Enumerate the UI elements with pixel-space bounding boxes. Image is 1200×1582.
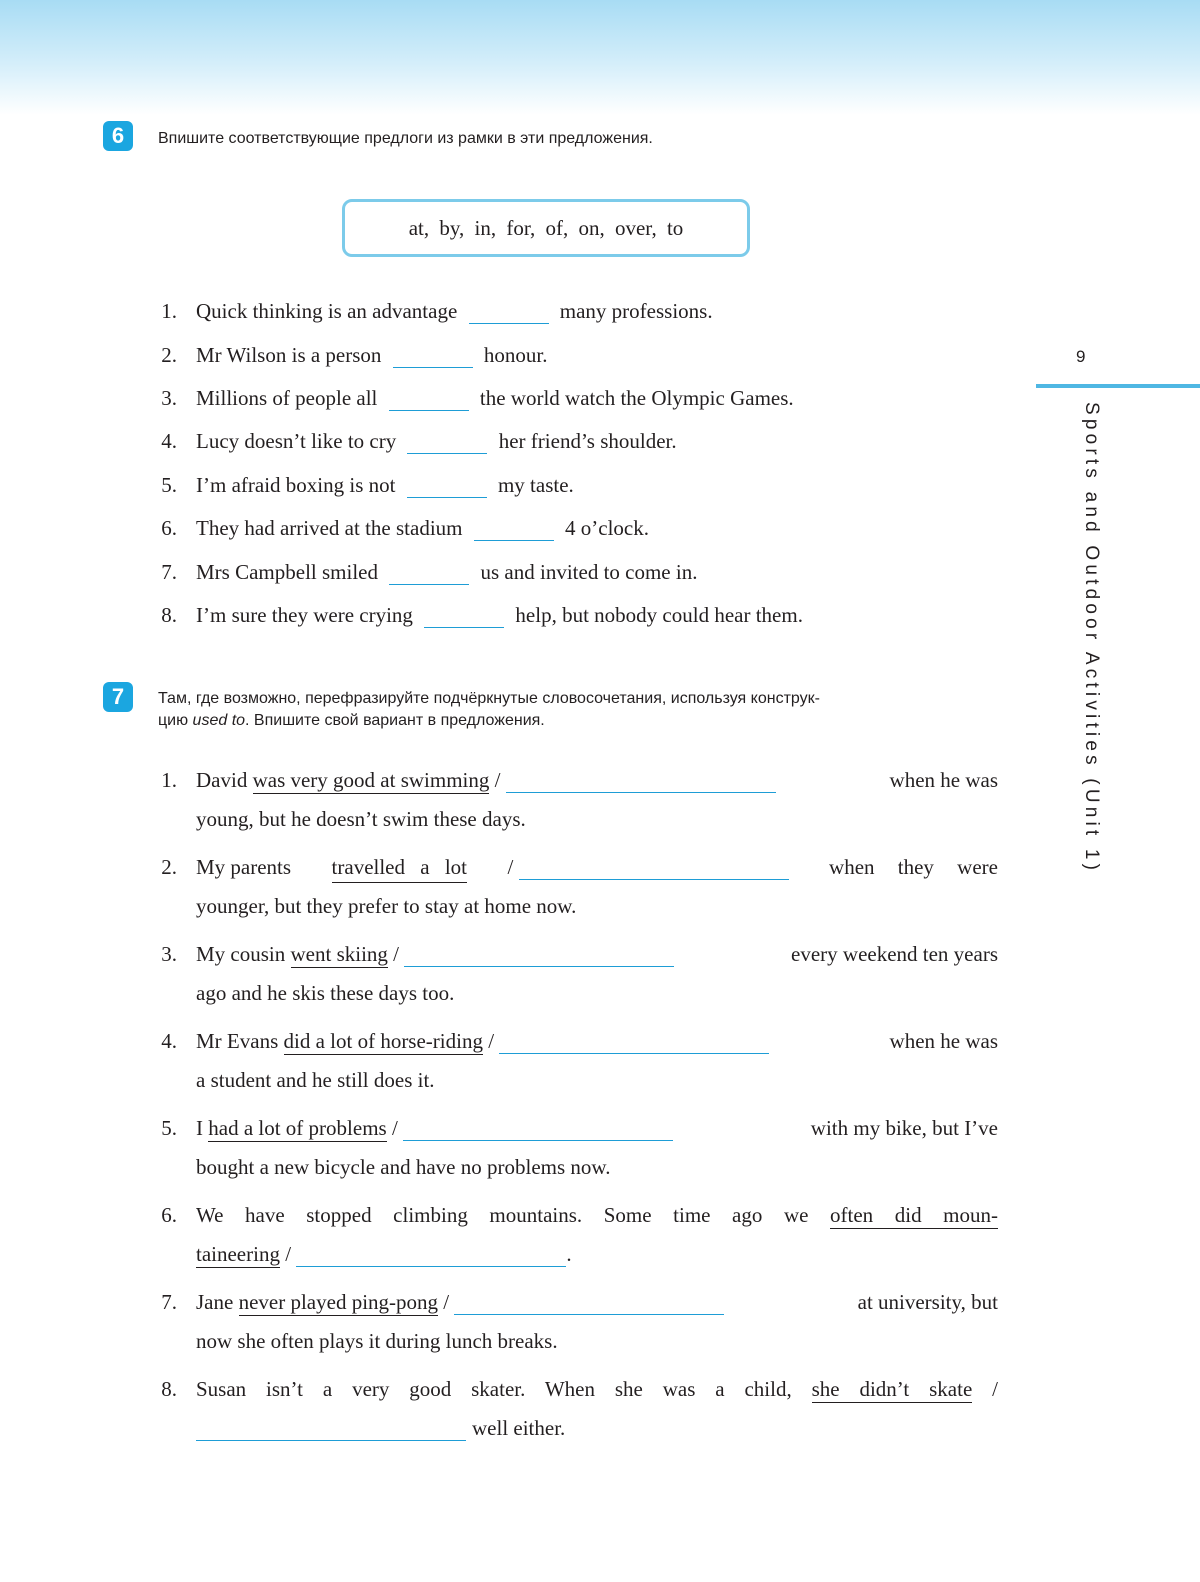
list-item: My cousin went skiing / every weekend ten years: [196, 942, 998, 966]
list-item: [196, 427, 677, 455]
instruction-line: Там, где возможно, перефразируйте подчёркнутые словосочетания, используя конструк-: [158, 690, 820, 707]
preposition-word-box: at, by, in, for, of, on, over, to: [342, 199, 750, 257]
item-number: 6.: [161, 516, 177, 540]
underlined-phrase: never played ping-pong: [238, 1290, 439, 1314]
header-band: [0, 0, 1200, 115]
underlined-phrase: taineering: [196, 1242, 280, 1266]
sentence-end: 4 o’clock.: [565, 516, 649, 540]
item-number: 5.: [161, 1116, 177, 1140]
answer-blank[interactable]: [469, 322, 549, 324]
sentence-end: my taste.: [497, 473, 574, 497]
underlined-phrase: travelled a lot: [332, 853, 467, 883]
sentence-start: They had arrived at the stadium: [196, 516, 463, 540]
exercise-7-instruction: [158, 688, 998, 732]
sentence-continuation: bought a new bicycle and have no problems now.: [196, 1155, 611, 1179]
item-number: 4.: [161, 429, 177, 453]
underlined-phrase: often did moun-: [830, 1203, 999, 1227]
answer-blank[interactable]: [499, 1052, 769, 1054]
list-item: Susan isn’t a very good skater. When she was a child, she didn’t skate /: [196, 1377, 998, 1401]
sentence-start: Millions of people all: [196, 386, 378, 410]
sentence-end: her friend’s shoulder.: [498, 429, 677, 453]
list-item: [196, 471, 574, 499]
item-number: 7.: [161, 560, 177, 584]
answer-blank[interactable]: [403, 1139, 673, 1141]
sentence-continuation: younger, but they prefer to stay at home now.: [196, 894, 577, 918]
sentence-start: Mr Wilson is a person: [196, 343, 382, 367]
exercise-6-number: 6: [103, 121, 133, 151]
list-item: My parents travelled a lot / when they were: [196, 853, 998, 883]
sentence-end: many professions.: [559, 299, 713, 323]
sentence-start: I’m afraid boxing is not: [196, 473, 396, 497]
sentence-end: honour.: [483, 343, 548, 367]
item-number: 7.: [161, 1290, 177, 1314]
sentence-start: I’m sure they were crying: [196, 603, 413, 627]
underlined-phrase: did a lot of horse-riding: [283, 1029, 483, 1053]
sentence-start: Quick thinking is an advantage: [196, 299, 458, 323]
sentence-start: Mrs Campbell smiled: [196, 560, 378, 584]
answer-blank[interactable]: [519, 878, 789, 880]
sentence-end: help, but nobody could hear them.: [515, 603, 803, 627]
sentence-end: us and invited to come in.: [480, 560, 698, 584]
sentence-start: Lucy doesn’t like to cry: [196, 429, 397, 453]
underlined-phrase: had a lot of problems: [208, 1116, 387, 1140]
item-number: 8.: [161, 1377, 177, 1401]
sentence-continuation: now she often plays it during lunch breaks.: [196, 1329, 558, 1353]
list-item: Mr Evans did a lot of horse-riding / when he was: [196, 1029, 998, 1053]
item-number: 1.: [161, 299, 177, 323]
sentence-continuation: a student and he still does it.: [196, 1068, 435, 1092]
answer-blank[interactable]: [196, 1439, 466, 1441]
item-number: 5.: [161, 473, 177, 497]
list-item: [196, 514, 649, 542]
answer-blank[interactable]: [474, 539, 554, 541]
underlined-phrase: was very good at swimming: [252, 768, 490, 792]
list-item: I had a lot of problems / with my bike, but I’ve: [196, 1116, 998, 1140]
item-number: 2.: [161, 343, 177, 367]
list-item: [196, 601, 803, 629]
list-item: [196, 558, 697, 586]
page-number: 9: [1076, 347, 1086, 366]
item-number: 4.: [161, 1029, 177, 1053]
list-item: [196, 384, 794, 412]
unit-title-vertical: Sports and Outdoor Activities (Unit 1): [1081, 402, 1102, 875]
item-number: 1.: [161, 768, 177, 792]
answer-blank[interactable]: [296, 1265, 566, 1267]
item-number: 3.: [161, 386, 177, 410]
sentence-end: the world watch the Olympic Games.: [479, 386, 794, 410]
item-number: 3.: [161, 942, 177, 966]
exercise-6-instruction: Впишите соответствующие предлоги из рамки в эти предложения.: [158, 130, 653, 147]
answer-blank[interactable]: [407, 452, 487, 454]
item-number: 2.: [161, 855, 177, 879]
list-item: Jane never played ping-pong / at university, but: [196, 1290, 998, 1314]
answer-blank[interactable]: [424, 626, 504, 628]
answer-blank[interactable]: [389, 409, 469, 411]
sentence-continuation: young, but he doesn’t swim these days.: [196, 807, 526, 831]
answer-blank[interactable]: [454, 1313, 724, 1315]
answer-blank[interactable]: [506, 791, 776, 793]
sentence-continuation: taineering / .: [196, 1242, 572, 1266]
answer-blank[interactable]: [407, 496, 487, 498]
exercise-7-number: 7: [103, 682, 133, 712]
item-number: 6.: [161, 1203, 177, 1227]
answer-blank[interactable]: [393, 366, 473, 368]
item-number: 8.: [161, 603, 177, 627]
side-divider: [1036, 384, 1200, 388]
instruction-line: цию used to. Впишите свой вариант в предложения.: [158, 712, 545, 729]
underlined-phrase: she didn’t skate: [811, 1377, 973, 1401]
sentence-continuation: ago and he skis these days too.: [196, 981, 455, 1005]
answer-blank[interactable]: [389, 583, 469, 585]
list-item: David was very good at swimming / when he was: [196, 768, 998, 792]
answer-blank[interactable]: [404, 965, 674, 967]
list-item: [196, 341, 548, 369]
sentence-continuation: well either.: [196, 1414, 565, 1442]
underlined-phrase: went skiing: [290, 942, 388, 966]
list-item: [196, 297, 713, 325]
list-item: We have stopped climbing mountains. Some time ago we often did moun-: [196, 1203, 999, 1227]
